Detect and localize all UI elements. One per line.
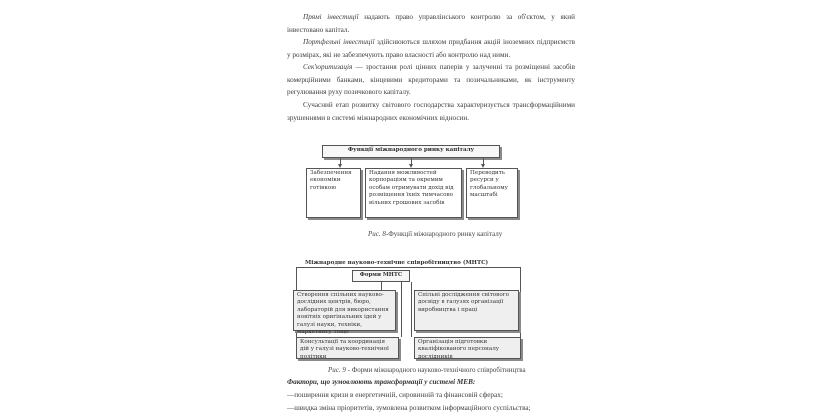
- diagram2-forms-text: Форми МНТС: [359, 272, 403, 278]
- diagram1-box-global: [466, 168, 518, 218]
- paragraph-text: надають право управлінського контролю за об'єктом, у який інвестовано капітал.: [287, 13, 575, 34]
- paragraph-modern-stage: [287, 99, 575, 124]
- diagram1-box-cash: [306, 168, 361, 218]
- diagram2-forms-box: [352, 270, 410, 282]
- box-text: Переводить ресурси у глобальному масштабі: [470, 170, 508, 199]
- caption-label: Рис. 9: [328, 366, 346, 374]
- caption-text: -Функції міжнародного ринку капіталу: [385, 230, 503, 238]
- connector: [401, 282, 402, 337]
- box-text: Організація підготовки кваліфікованого персоналу дослідників: [418, 339, 500, 360]
- paragraph-portfolio-investment: [287, 36, 575, 61]
- paragraph-securitization: [287, 61, 575, 99]
- factor-item-text: —поширення кризи в енергетичній, сировинній та фінансовій сферах;: [287, 391, 503, 399]
- caption-text: - Форми міжнародного науково-технічного співробітництва: [345, 366, 526, 374]
- connector: [411, 282, 412, 337]
- diagram2-box-training: [414, 337, 521, 359]
- diagram1-box-income: [365, 168, 462, 218]
- diagram1-title-box: [322, 145, 500, 158]
- paragraph-direct-investment: [287, 11, 575, 36]
- box-text: Створення спільних науково-дослідних центрів, бюро, лабораторій для використання новітніх оригінальних ідей у галузі науки, техніки, маркетингу тощо: [297, 292, 389, 336]
- term-portfolio-investment: Портфельні інвестиції: [303, 38, 375, 46]
- diagram2-top-text: Міжнародне науково-технічне співробітництво (МНТС): [305, 260, 489, 266]
- factors-heading: [287, 378, 475, 386]
- figure9-caption: [328, 366, 526, 374]
- factor-item: [287, 391, 503, 399]
- paragraph-text: Сучасний етап розвитку світового господарства характеризується трансформаційними зрушеннями в системі міжнародних економічних відносин.: [287, 101, 575, 122]
- box-text: Надання можливостей корпораціям та окремим особам отримувати дохід від розміщення їхніх тимчасово вільних грошових засобів: [369, 170, 454, 206]
- diagram1-title: Функції міжнародного ринку капіталу: [347, 147, 475, 153]
- box-text: Спільні дослідження світового досвіду в галузях організації виробництва і праці: [418, 292, 509, 313]
- connector: [296, 267, 521, 268]
- figure8-caption: [368, 230, 502, 238]
- box-text: Консультації та координація дій у галузі науково-технічної політики: [300, 339, 389, 360]
- diagram2-top-label: [305, 260, 488, 266]
- paragraph-text: здійснюються шляхом придбання акцій іноземних підприємств у розмірах, які не забезпечують право власності або контролю над ними.: [287, 38, 575, 59]
- factor-item: [287, 404, 531, 412]
- diagram2-box-consultations: [296, 337, 399, 359]
- factor-item-text: —швидка зміна пріоритетів, зумовлена розвитком інформаційного суспільства;: [287, 404, 531, 412]
- factors-heading-text: Фактори, що зумовлюють трансформації у системі МЕВ:: [287, 378, 476, 386]
- term-securitization: Сек'юритизація: [303, 63, 353, 71]
- connector: [381, 282, 382, 290]
- caption-label: Рис. 8: [368, 230, 386, 238]
- connector: [520, 267, 521, 347]
- paragraph-text: — зростання ролі цінних паперів у залученні та розміщенні засобів комерційними банками, кінцевими кредиторами та позичальниками, як інструменту регулювання руху позичкового капіталу.: [287, 63, 575, 96]
- term-direct-investment: Прямі інвестиції: [303, 13, 359, 21]
- diagram2-box-joint-research: [414, 290, 519, 331]
- box-text: Забезпечення економіки готівкою: [310, 170, 352, 191]
- diagram2-box-research-centers: [293, 290, 396, 336]
